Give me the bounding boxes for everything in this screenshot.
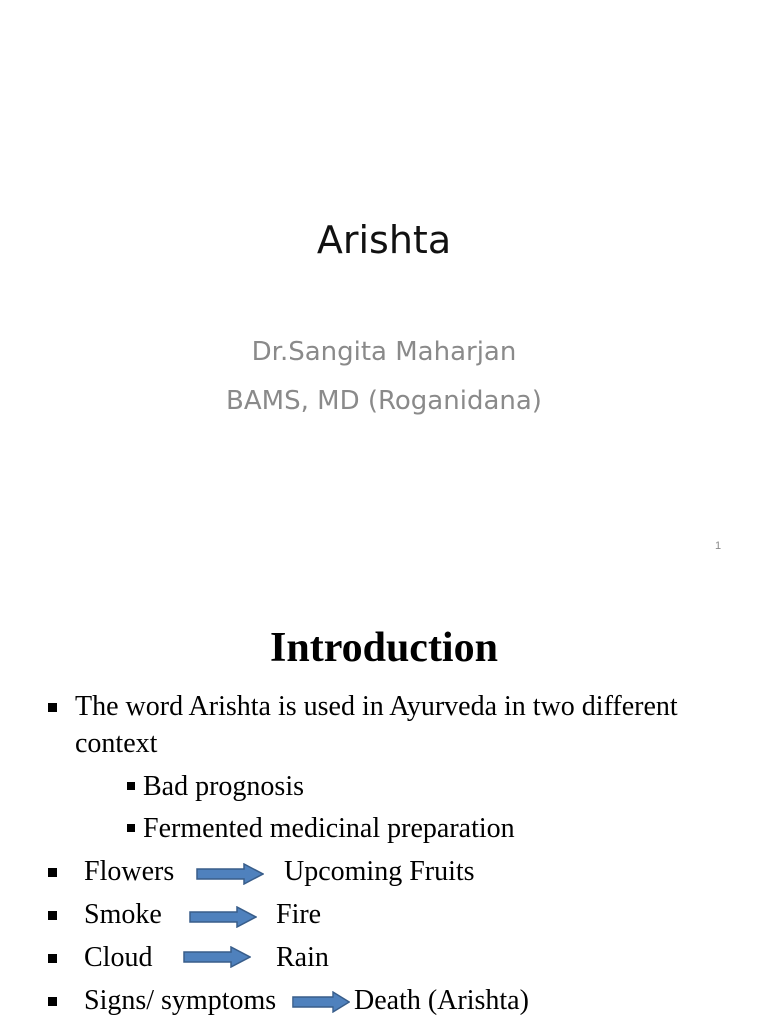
author-name: Dr.Sangita Maharjan — [251, 337, 517, 367]
right-arrow-icon — [196, 863, 264, 885]
sub-bullet-icon — [127, 782, 135, 790]
slide-number: 1 — [714, 540, 722, 552]
intro-text-line1: The word Arishta is used in Ayurveda in two different — [75, 691, 678, 722]
sub-item: Bad prognosis — [143, 771, 304, 802]
intro-text-line2: context — [75, 728, 158, 759]
sub-item: Fermented medicinal preparation — [143, 813, 515, 844]
pair-left: Flowers — [84, 856, 175, 887]
bullet-icon — [48, 703, 57, 712]
pair-right: Rain — [276, 942, 329, 973]
pair-right: Fire — [276, 899, 322, 930]
right-arrow-icon — [183, 946, 251, 968]
pair-right: Upcoming Fruits — [284, 856, 475, 887]
right-arrow-icon — [189, 906, 257, 928]
pair-left: Smoke — [84, 899, 162, 930]
sub-bullet-icon — [127, 824, 135, 832]
pair-left: Cloud — [84, 942, 153, 973]
introduction-slide — [0, 576, 768, 1024]
right-arrow-icon — [292, 991, 350, 1013]
bullet-icon — [48, 868, 57, 877]
bullet-icon — [48, 911, 57, 920]
bullet-icon — [48, 997, 57, 1006]
pair-right: Death (Arishta) — [354, 985, 529, 1016]
slide-heading: Introduction — [270, 625, 498, 671]
slide-title: Arishta — [316, 218, 452, 262]
bullet-icon — [48, 954, 57, 963]
author-credentials: BAMS, MD (Roganidana) — [226, 386, 542, 416]
pair-left: Signs/ symptoms — [84, 985, 277, 1016]
